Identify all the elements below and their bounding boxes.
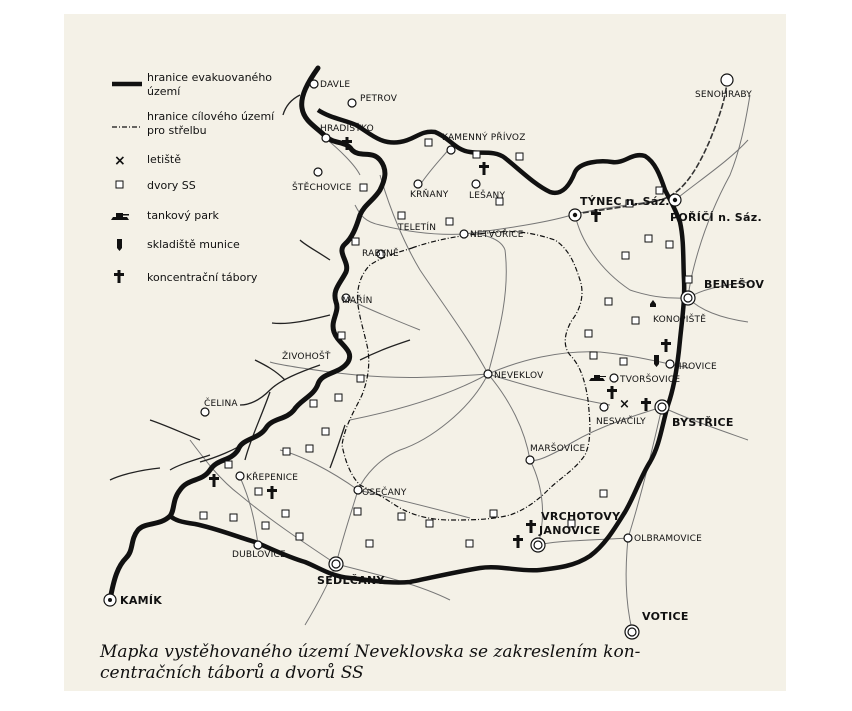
road xyxy=(336,490,358,564)
stream xyxy=(170,455,210,470)
road xyxy=(688,95,750,298)
camp-cross-icon xyxy=(209,474,219,487)
ss-farm-marker xyxy=(425,139,432,146)
label-petrov: PETROV xyxy=(360,94,398,104)
label-benesov: BENEŠOV xyxy=(704,278,765,291)
ss-farm-marker xyxy=(262,522,269,529)
camp-cross-icon xyxy=(607,386,617,399)
town-marker xyxy=(681,291,695,305)
stream xyxy=(283,95,300,115)
village-marker xyxy=(314,168,322,176)
map-caption-line-1: Mapka vystěhovaného území Neveklovska se zakreslením kon- xyxy=(100,642,641,662)
label-votice: VOTICE xyxy=(642,610,689,623)
legend-evac-label-2: území xyxy=(147,85,181,98)
ss-farm-marker xyxy=(360,184,367,191)
legend-tank-icon xyxy=(111,213,129,220)
legend-airfield-label: letiště xyxy=(147,153,182,166)
road xyxy=(675,140,748,200)
village-marker xyxy=(624,534,632,542)
ss-farm-marker xyxy=(622,252,629,259)
ss-farm-marker xyxy=(338,332,345,339)
settlements xyxy=(104,74,733,639)
label-janovice: JANOVICE xyxy=(539,524,601,537)
ss-farm-marker xyxy=(645,235,652,242)
village-marker xyxy=(348,99,356,107)
village-marker xyxy=(460,230,468,238)
label-kamenny-privoz: KAMENNÝ PŘÍVOZ xyxy=(442,133,526,143)
label-nesvacily: NESVAČILY xyxy=(596,417,646,427)
town-marker xyxy=(531,538,545,552)
ss-farm-marker xyxy=(322,428,329,435)
map-legend xyxy=(111,71,275,284)
label-marin: MAŘÍN xyxy=(342,296,373,306)
ss-farm-marker xyxy=(666,241,673,248)
legend-camp-label: koncentrační tábory xyxy=(147,271,258,284)
road xyxy=(465,233,506,374)
ss-farm-marker xyxy=(357,375,364,382)
label-vrchotovy: VRCHOTOVY xyxy=(541,510,621,523)
village-marker xyxy=(526,456,534,464)
label-hradistko: HRADIŠŤKO xyxy=(320,124,374,134)
ss-farm-marker xyxy=(283,448,290,455)
legend-tank-label: tankový park xyxy=(147,209,219,222)
legend-evac-label-1: hranice evakuovaného xyxy=(147,71,273,84)
label-marsovice: MARŠOVICE xyxy=(530,444,586,454)
tank-park-icon xyxy=(589,375,606,381)
ss-farm-marker xyxy=(516,153,523,160)
legend-farm-label: dvory SS xyxy=(147,179,196,192)
ss-farm-marker xyxy=(656,187,663,194)
legend-target-label-1: hranice cílového území xyxy=(147,110,275,123)
ss-farm-marker xyxy=(282,510,289,517)
town-marker xyxy=(329,557,343,571)
label-senohraby: SENOHRABY xyxy=(695,90,753,100)
ss-farm-marker xyxy=(398,513,405,520)
stream xyxy=(255,360,285,380)
label-neveklov: NEVEKLOV xyxy=(494,371,544,381)
ss-farm-marker xyxy=(473,151,480,158)
label-krepenice: KŘEPENICE xyxy=(246,473,299,483)
ss-farm-marker xyxy=(230,514,237,521)
village-marker xyxy=(484,370,492,378)
ammo-depot-icon xyxy=(654,355,659,367)
label-stechovice: ŠTĚCHOVICE xyxy=(292,183,352,193)
village-marker xyxy=(236,472,244,480)
map-caption-line-2: centračních táborů a dvorů SS xyxy=(100,663,364,683)
camp-cross-icon xyxy=(513,535,523,548)
label-olbramovice: OLBRAMOVICE xyxy=(634,534,702,544)
village-marker xyxy=(201,408,209,416)
legend-airfield-icon: × xyxy=(114,153,126,169)
ss-farm-marker xyxy=(354,508,361,515)
road xyxy=(240,477,258,545)
town-marker xyxy=(669,194,681,206)
village-marker xyxy=(472,180,480,188)
label-tvorsovice: TVORŠOVICE xyxy=(620,375,681,385)
label-jirovice: JIROVICE xyxy=(676,362,717,372)
road xyxy=(488,374,530,460)
village-marker xyxy=(322,134,330,142)
label-rabyne: RABYNĚ xyxy=(362,249,399,259)
stream xyxy=(330,425,345,468)
stream xyxy=(360,340,410,360)
ammo-depot-icon xyxy=(650,300,656,307)
village-marker xyxy=(354,486,362,494)
label-bystrice: BYSTŘICE xyxy=(672,416,734,429)
town-marker xyxy=(625,625,639,639)
ss-farm-marker xyxy=(590,352,597,359)
road xyxy=(280,450,358,490)
village-marker xyxy=(254,541,262,549)
ss-farm-marker xyxy=(685,276,692,283)
ss-farm-marker xyxy=(490,510,497,517)
ss-farm-marker xyxy=(398,212,405,219)
village-marker xyxy=(610,374,618,382)
village-marker xyxy=(600,403,608,411)
town-marker xyxy=(655,400,669,414)
ss-farm-marker xyxy=(200,512,207,519)
ss-farm-marker xyxy=(225,461,232,468)
label-teletin: TELETÍN xyxy=(398,223,437,233)
camp-cross-icon xyxy=(267,486,277,499)
label-konopiste: KONOPIŠTĚ xyxy=(653,315,707,325)
label-davle: DAVLE xyxy=(320,80,351,90)
ss-farm-marker xyxy=(366,540,373,547)
ss-farm-marker xyxy=(335,394,342,401)
label-dublovice: DUBLOVICE xyxy=(232,550,286,560)
ss-farm-marker xyxy=(426,520,433,527)
town-marker xyxy=(104,594,116,606)
label-krnany: KRŇANY xyxy=(410,190,449,200)
camp-cross-icon xyxy=(661,339,671,352)
village-marker xyxy=(721,74,733,86)
ss-farm-marker xyxy=(466,540,473,547)
stream xyxy=(150,420,200,440)
camp-cross-icon xyxy=(526,520,536,533)
camp-cross-icon xyxy=(479,162,489,175)
label-porici: POŘÍČÍ n. Sáz. xyxy=(670,211,762,224)
road xyxy=(358,374,488,490)
legend-target-label-2: pro střelbu xyxy=(147,124,207,137)
place-labels xyxy=(120,80,764,623)
label-zivohost: ŽIVOHOŠŤ xyxy=(282,352,331,362)
road xyxy=(420,148,450,185)
road xyxy=(350,374,488,420)
stream xyxy=(300,240,330,260)
ss-farm-marker xyxy=(585,330,592,337)
road xyxy=(626,538,632,630)
ss-farm-marker xyxy=(620,358,627,365)
ss-farm-marker xyxy=(600,490,607,497)
village-marker xyxy=(414,180,422,188)
ss-farm-marker xyxy=(446,218,453,225)
stream xyxy=(272,315,330,323)
camp-cross-icon xyxy=(641,398,651,411)
ss-farm-marker xyxy=(632,317,639,324)
village-marker xyxy=(447,146,455,154)
stream xyxy=(110,468,160,480)
ss-farm-marker xyxy=(352,238,359,245)
label-kamik: KAMÍK xyxy=(120,594,163,607)
village-marker xyxy=(666,360,674,368)
village-marker xyxy=(310,80,318,88)
ss-farm-marker xyxy=(296,533,303,540)
ss-farm-marker xyxy=(306,445,313,452)
label-celina: ČELINA xyxy=(204,399,238,409)
label-tynec: TÝNEC n. Sáz. xyxy=(580,195,670,208)
road xyxy=(538,538,628,545)
legend-camp-icon xyxy=(114,270,124,283)
label-osecany: OSEČANY xyxy=(362,488,407,498)
legend-farm-icon xyxy=(116,181,123,188)
label-lesany: LEŠANY xyxy=(469,191,506,201)
ss-farm-marker xyxy=(255,488,262,495)
label-sedlcany: SEDLČANY xyxy=(317,574,385,587)
airfield-icon: × xyxy=(619,397,630,412)
legend-ammo-label: skladiště munice xyxy=(147,238,240,251)
ss-farm-marker xyxy=(605,298,612,305)
town-marker xyxy=(569,209,581,221)
label-netvorice: NETVOŘICE xyxy=(470,230,524,240)
legend-ammo-icon xyxy=(117,239,122,251)
road xyxy=(575,214,688,298)
ss-farm-marker xyxy=(310,400,317,407)
road xyxy=(270,362,488,378)
